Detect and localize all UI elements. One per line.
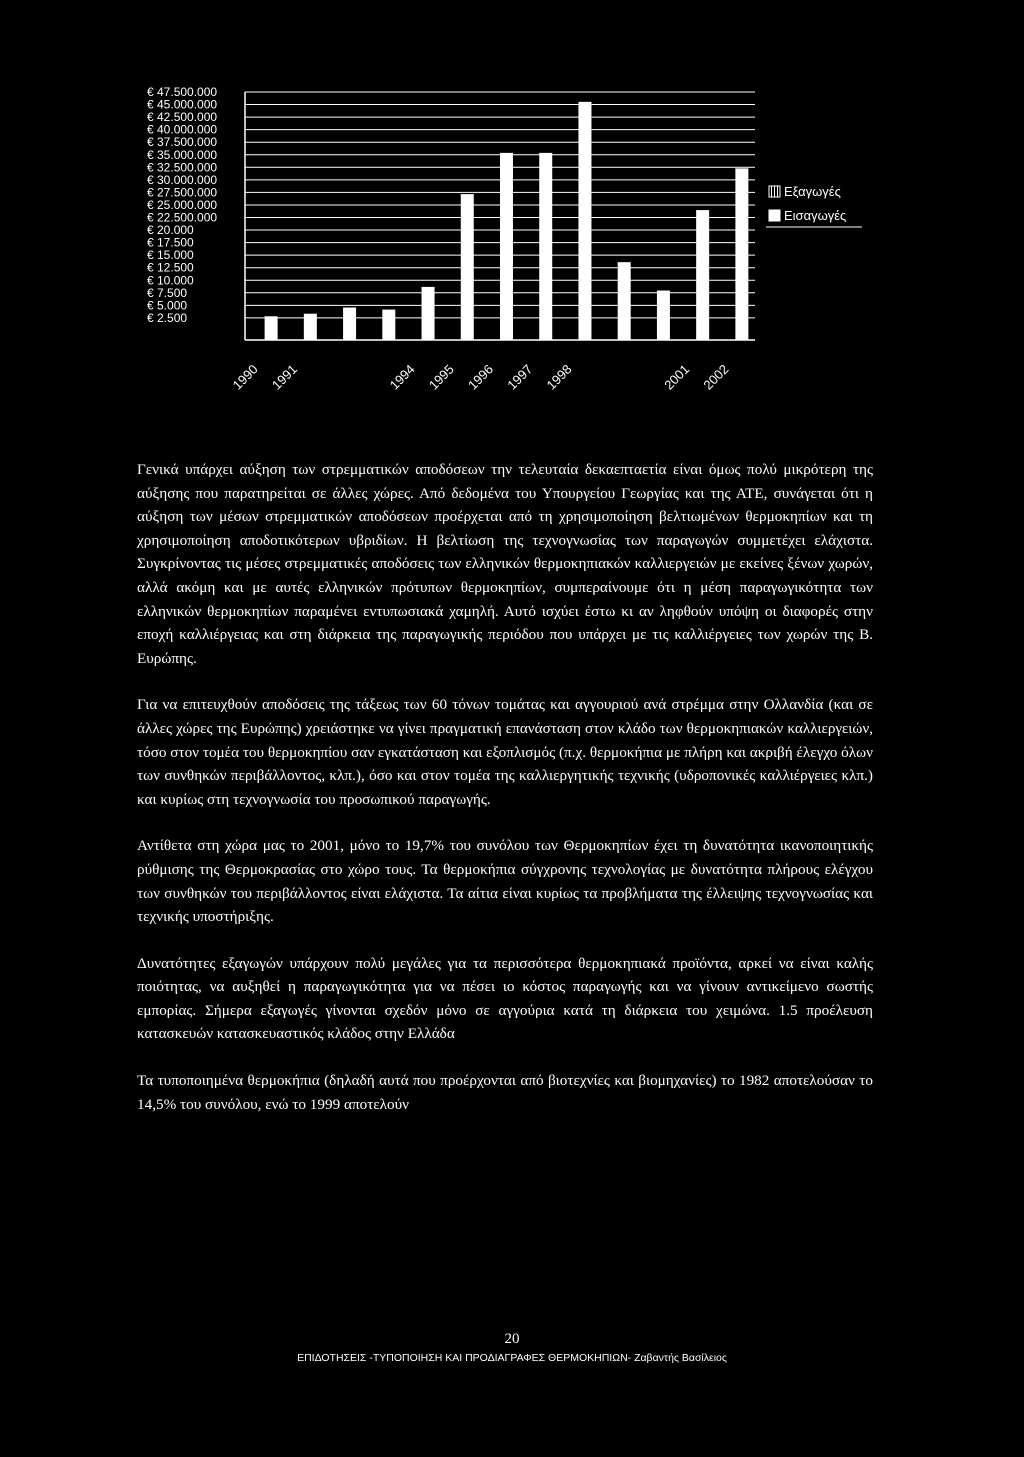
legend-label: Εξαγωγές (784, 184, 841, 199)
x-tick-label: 1996 (465, 361, 497, 393)
bar-imports (696, 210, 709, 340)
y-tick-label: € 37.500.000 (147, 135, 218, 150)
x-tick-label: 1997 (504, 361, 536, 393)
y-tick-label: € 45.000.000 (147, 97, 218, 112)
page-number: 20 (504, 1331, 520, 1347)
paragraph-greece-2001: Αντίθετα στη χώρα μας το 2001, μόνο το 19,7% του συνόλου των Θερμοκηπίων έχει τη δυνατότητα ικανοποιητικής ρύθμισης της Θερμοκρασίας στο χώρο τους. Τα θερμοκήπια σύγχρονης τεχνολογίας με δυνατότητα πλήρους ελέγχου των συνθηκών του περιβάλλοντος είναι ελάχιστα. Τα αίτια είναι κυρίως τα προβλήματα της έλλειψης τεχνογνωσίας και τεχνικής υποστήριξης. (137, 837, 873, 926)
y-tick-label: € 27.500.000 (147, 185, 218, 200)
x-tick-label: 2001 (661, 361, 693, 393)
y-tick-label: € 7.500 (147, 285, 188, 300)
y-tick-label: € 12.500 (147, 260, 194, 275)
y-tick-label: € 30.000.000 (147, 172, 218, 187)
bar-imports (578, 102, 591, 340)
y-tick-label: € 22.500.000 (147, 210, 218, 225)
bar-imports (618, 262, 631, 340)
bar-imports (461, 194, 474, 340)
bar-imports (539, 153, 552, 340)
bar-imports (304, 314, 317, 340)
page-footer (0, 1330, 1024, 1366)
bar-imports (422, 287, 435, 340)
x-tick-label: 1994 (386, 361, 418, 393)
bar-imports (265, 316, 278, 340)
x-tick-label: 1991 (268, 361, 300, 393)
y-tick-label: € 15.000 (147, 248, 194, 263)
y-tick-label: € 47.500.000 (147, 85, 218, 99)
bar-imports (735, 168, 748, 340)
y-tick-label: € 32.500.000 (147, 160, 218, 175)
legend-swatch (769, 186, 780, 197)
y-tick-label: € 42.500.000 (147, 110, 218, 125)
y-tick-label: € 20.000 (147, 223, 194, 238)
bar-imports (500, 153, 513, 340)
paragraph-standardized: Τα τυποποιημένα θερμοκήπια (δηλαδή αυτά που προέρχονται από βιοτεχνίες και βιομηχανίες) το 1982 αποτελούσαν το 14,5% του συνόλου, ενώ το 1999 αποτελούν (137, 1072, 873, 1113)
paragraph-netherlands: Για να επιτευχθούν αποδόσεις της τάξεως των 60 τόνων τομάτας και αγγουριού ανά στρέμμα στην Ολλανδία (και σε άλλες χώρες της Ευρώπης) χρειάστηκε να γίνει πραγματική επανάσταση στον κλάδο των θερμοκηπιακών καλλιεργειών, τόσο στον τομέα του θερμοκηπίου σαν εγκατάσταση και εξοπλισμός (π.χ. θερμοκήπια με πλήρη και ακριβή έλεγχο όλων των συνθηκών περιβάλλοντος, κλπ.), όσο και στον τομέα της καλλιεργητικής τεχνικής (υδροπονικές καλλιέργειες κλπ.) και κυρίως στη τεχνογνωσία του προσωπικού παραγωγής. (137, 696, 873, 808)
y-tick-label: € 5.000 (147, 298, 188, 313)
bar-imports (382, 310, 395, 340)
y-tick-label: € 10.000 (147, 273, 194, 288)
x-tick-label: 1998 (543, 361, 575, 393)
bar-imports (343, 308, 356, 340)
paragraph-yields: Γενικά υπάρχει αύξηση των στρεμματικών αποδόσεων την τελευταία δεκαεπταετία είναι όμως πολύ μικρότερη της αύξησης που παρατηρείται σε άλλες χώρες. Από δεδομένα του Υπουργείου Γεωργίας και της ΑΤΕ, συνάγεται ότι η αύξηση των μέσων στρεμματικών αποδόσεων προέρχεται από τη χρησιμοποίηση βελτιωμένων θερμοκηπίων και τη χρησιμοποίηση αποδοτικότερων υβριδίων. Η βελτίωση της τεχνογνωσίας των παραγωγών συμμετέχει ελάχιστα. Συγκρίνοντας τις μέσες στρεμματικές αποδόσεις των ελληνικών θερμοκηπιακών καλλιεργειών με εκείνες ξένων χωρών, αλλά ακόμη και με αυτές ελληνικών πρότυπων θερμοκηπίων, συμπεραίνουμε ότι η μέση παραγωγικότητα των ελληνικών θερμοκηπίων παραμένει εντυπωσιακά χαμηλή. Αυτό ισχύει έστω κι αν ληφθούν υπόψη οι διαφορές στην εποχή καλλιέργειας και στη διάρκεια της παραγωγικής περιόδου που υπάρχει με τις καλλιέργειες των χωρών της Β. Ευρώπης. (137, 461, 873, 667)
y-tick-label: € 40.000.000 (147, 122, 218, 137)
x-tick-label: 1990 (229, 361, 261, 393)
bar-imports (657, 291, 670, 340)
legend-swatch (769, 210, 780, 221)
x-tick-label: 1995 (425, 361, 457, 393)
y-tick-label: € 35.000.000 (147, 147, 218, 162)
paragraph-exports: Δυνατότητες εξαγωγών υπάρχουν πολύ μεγάλες για τα περισσότερα θερμοκηπιακά προϊόντα, αρκεί να είναι καλής ποιότητας, να αυξηθεί η παραγωγικότητα για να πέσει ιο κόστος παραγωγής και να γίνουν αντικείμενο σωστής εμπορίας. Σήμερα εξαγωγές γίνονται σχεδόν μόνο σε αγγούρια κατά τη διάρκεια του χειμώνα. 1.5 προέλευση κατασκευών κατασκευαστικός κλάδος στην Ελλάδα (137, 954, 873, 1043)
y-tick-label: € 2.500 (147, 310, 188, 325)
body-text (137, 458, 873, 1139)
y-tick-label: € 25.000.000 (147, 197, 218, 212)
legend-label: Εισαγωγές (784, 208, 847, 223)
bar-chart-svg (0, 0, 1024, 430)
footer-title: ΕΠΙΔΟΤΗΣΕΙΣ -ΤΥΠΟΠΟΙΗΣΗ ΚΑΙ ΠΡΟΔΙΑΓΡΑΦΕΣ ΘΕΡΜΟΚΗΠΙΩΝ- Ζαβαντής Βασίλειος (297, 1352, 727, 1364)
x-tick-label: 2002 (700, 361, 732, 393)
y-tick-label: € 17.500 (147, 235, 194, 250)
chart (0, 0, 1024, 430)
